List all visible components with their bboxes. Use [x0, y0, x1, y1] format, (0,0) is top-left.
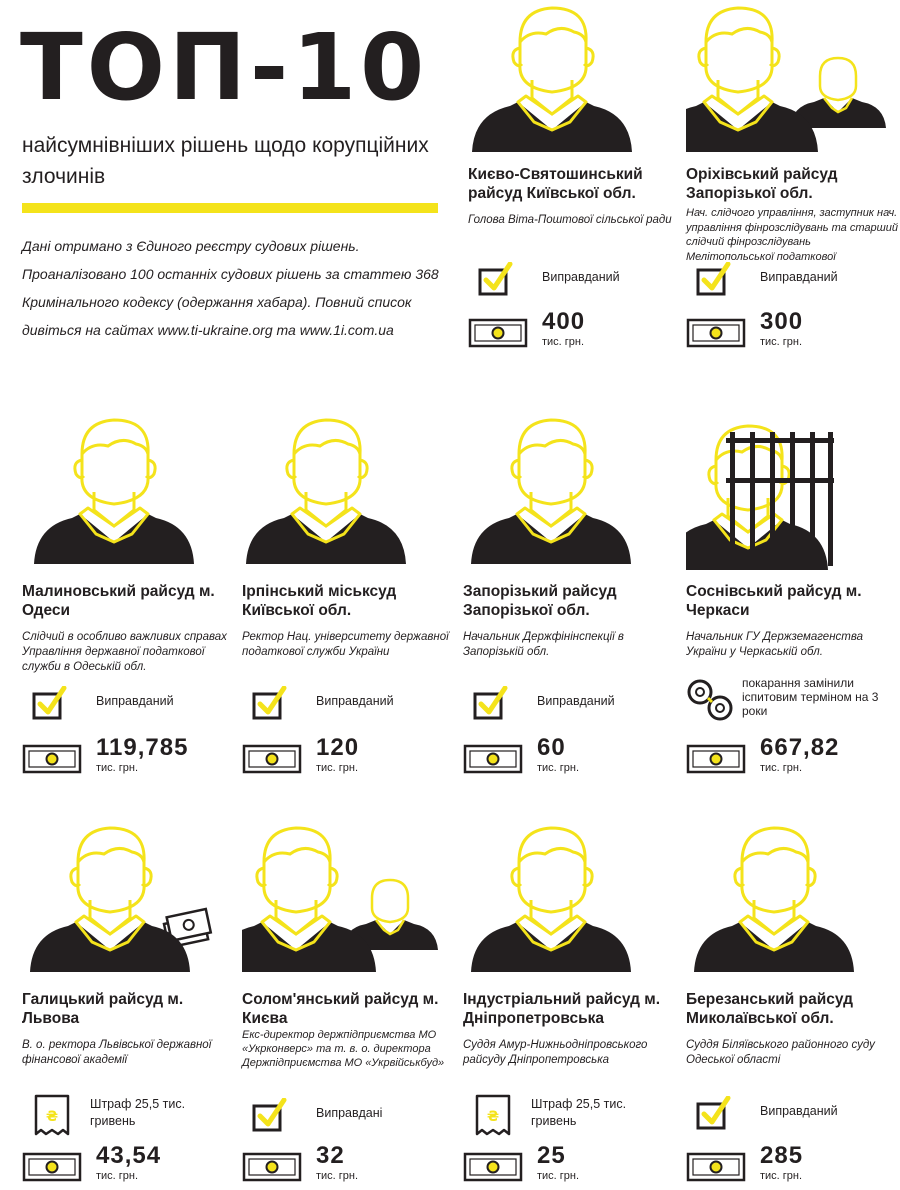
banknote-icon	[242, 744, 304, 776]
verdict	[686, 676, 898, 718]
two-persons-icon	[242, 820, 447, 980]
amount-value: 119,785	[96, 734, 189, 761]
court-name: Малиновський райсуд м. Одеси	[22, 583, 215, 619]
amount-value: 32	[316, 1142, 345, 1169]
court-name: Березанський райсуд Миколаївської обл.	[686, 991, 853, 1027]
fine-receipt-icon	[32, 1094, 72, 1138]
court-name: Соснівський райсуд м. Черкаси	[686, 583, 862, 619]
bribe-amount	[22, 734, 234, 782]
bribe-amount	[463, 1142, 675, 1190]
amount-unit: тис. грн.	[760, 336, 803, 348]
verdict	[463, 686, 675, 722]
verdict-text: Виправдані	[316, 1106, 383, 1120]
bribe-amount	[242, 1142, 454, 1190]
verdict	[686, 1096, 898, 1132]
bribe-amount	[686, 1142, 898, 1190]
banknote-icon	[242, 1152, 304, 1184]
page-subtitle: найсумнівніших рішень щодо корупційних злочинів	[22, 134, 429, 188]
court-name: Запорізький райсуд Запорізької обл.	[463, 583, 617, 619]
person-icon	[468, 0, 673, 160]
verdict	[22, 1094, 234, 1130]
amount-value: 285	[760, 1142, 804, 1169]
person-behind-bars-icon	[686, 412, 891, 572]
banknote-icon	[686, 1152, 748, 1184]
verdict	[468, 262, 680, 298]
verdict-text: Виправданий	[537, 694, 615, 708]
person-icon	[22, 412, 227, 572]
banknote-icon	[686, 318, 748, 350]
checkbox-icon	[696, 262, 732, 298]
verdict-text: Штраф 25,5 тис. гривень	[531, 1097, 627, 1128]
verdict-text: Штраф 25,5 тис. гривень	[90, 1097, 186, 1128]
verdict-text: покарання замінили іспитовим терміном на 3 роки	[742, 676, 879, 718]
amount-unit: тис. грн.	[537, 762, 580, 774]
verdict	[686, 262, 898, 298]
verdict	[22, 686, 234, 722]
verdict-text: Виправданий	[96, 694, 174, 708]
case-card	[686, 0, 898, 348]
intro-text: Дані отримано з Єдиного реєстру судових рішень. Проаналізовано 100 останніх судових рішень за статтею 368 Кримінального кодексу (одержання хабара). Повний список дивіться на сайтах www.ti-ukraine.org та www.1i.com.ua	[22, 238, 439, 338]
case-card	[242, 412, 449, 774]
defendant-position: Слідчий в особливо важливих справах Управління державної податкової служби в Одеській обл.	[22, 631, 227, 673]
court-name: Києво-Святошинський райсуд Київської обл.	[468, 166, 643, 202]
bribe-amount	[686, 308, 898, 356]
amount-value: 43,54	[96, 1142, 162, 1169]
amount-unit: тис. грн.	[316, 762, 359, 774]
verdict-text: Виправданий	[542, 270, 620, 284]
amount-value: 300	[760, 308, 804, 335]
checkbox-icon	[473, 686, 509, 722]
case-card	[242, 820, 447, 1182]
bribe-amount	[463, 734, 675, 782]
case-card	[686, 820, 891, 1182]
amount-unit: тис. грн.	[542, 336, 585, 348]
amount-unit: тис. грн.	[760, 762, 803, 774]
person-icon	[242, 412, 447, 572]
checkbox-icon	[696, 1096, 732, 1132]
title-underline	[22, 203, 438, 213]
bribe-amount	[686, 734, 898, 782]
banknote-icon	[22, 744, 84, 776]
person-icon	[463, 412, 668, 572]
banknote-icon	[463, 744, 525, 776]
banknote-icon	[22, 1152, 84, 1184]
verdict	[463, 1094, 675, 1130]
checkbox-icon	[252, 686, 288, 722]
person-icon	[463, 820, 668, 980]
verdict-text: Виправданий	[760, 1104, 838, 1118]
court-name: Оріхівський райсуд Запорізької обл.	[686, 166, 838, 202]
defendant-position: Екс-директор держпідприємства МО «Укрконверс» та т. в. о. директора Держпідприємства МО «Укрвійськбуд»	[242, 1029, 445, 1069]
amount-value: 25	[537, 1142, 566, 1169]
amount-unit: тис. грн.	[96, 1170, 139, 1182]
person-icon	[686, 820, 891, 980]
court-name: Галицький райсуд м. Львова	[22, 991, 184, 1027]
court-name: Ірпінський міськсуд Київської обл.	[242, 583, 397, 619]
checkbox-icon	[478, 262, 514, 298]
defendant-position: Ректор Нац. університету державної податкової служби України	[242, 631, 449, 658]
court-name: Індустріальний райсуд м. Дніпропетровська	[463, 991, 661, 1027]
defendant-position: Нач. слідчого управління, заступник нач. управління фінрозслідувань та старший слідчий фінрозслідувань Мелітопольської податкової	[686, 207, 898, 263]
amount-unit: тис. грн.	[760, 1170, 803, 1182]
person-with-cash-icon	[22, 820, 227, 980]
amount-unit: тис. грн.	[96, 762, 139, 774]
amount-value: 400	[542, 308, 586, 335]
fine-receipt-icon	[473, 1094, 513, 1138]
verdict-text: Виправданий	[760, 270, 838, 284]
defendant-position: В. о. ректора Львівської державної фінансової академії	[22, 1039, 212, 1066]
amount-unit: тис. грн.	[537, 1170, 580, 1182]
bribe-amount	[242, 734, 454, 782]
bribe-amount	[468, 308, 680, 356]
case-card	[22, 820, 227, 1182]
verdict	[242, 1098, 454, 1134]
defendant-position: Суддя Амур-Нижньодніпровського райсуду Дніпропетровська	[463, 1039, 648, 1066]
defendant-position: Суддя Біляївського районного суду Одеської області	[686, 1039, 875, 1066]
defendant-position: Начальник ГУ Держземагенства України у Черкаській обл.	[686, 631, 864, 658]
amount-value: 120	[316, 734, 360, 761]
case-card	[463, 820, 668, 1182]
amount-unit: тис. грн.	[316, 1170, 359, 1182]
banknote-icon	[468, 318, 530, 350]
case-card	[468, 0, 673, 348]
checkbox-icon	[32, 686, 68, 722]
handcuffs-icon	[686, 678, 736, 724]
verdict-text: Виправданий	[316, 694, 394, 708]
case-card	[463, 412, 668, 774]
checkbox-icon	[252, 1098, 288, 1134]
defendant-position: Голова Віта-Поштової сільської ради	[468, 214, 672, 226]
banknote-icon	[686, 744, 748, 776]
two-persons-icon	[686, 0, 891, 160]
case-card	[686, 412, 891, 774]
amount-value: 667,82	[760, 734, 840, 761]
bribe-amount	[22, 1142, 234, 1190]
case-card	[22, 412, 227, 774]
amount-value: 60	[537, 734, 566, 761]
court-name: Солом'янський райсуд м. Києва	[242, 991, 439, 1027]
banknote-icon	[463, 1152, 525, 1184]
verdict	[242, 686, 454, 722]
page-title: ТОП-10	[20, 14, 429, 121]
defendant-position: Начальник Держфінінспекції в Запорізькій обл.	[463, 631, 624, 658]
